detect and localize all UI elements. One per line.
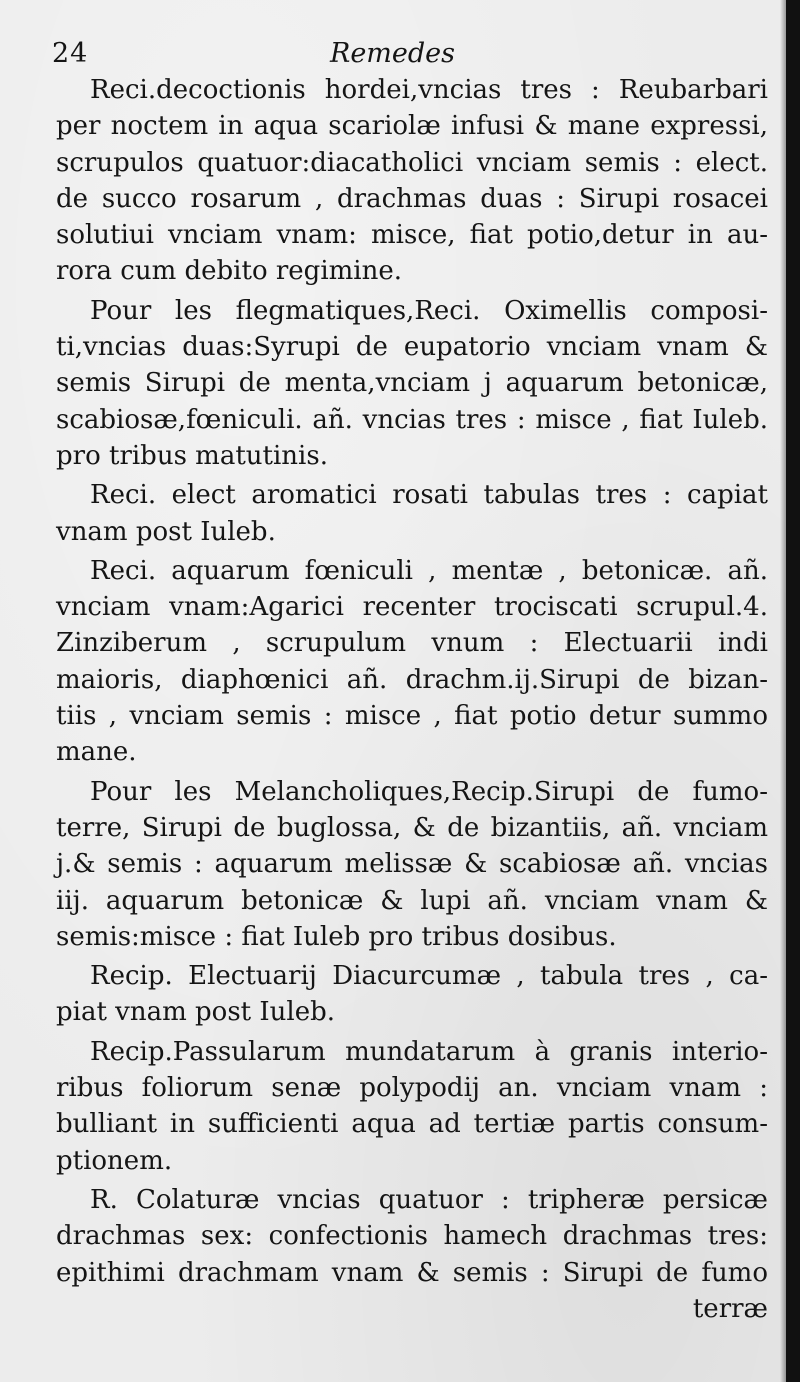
text-line: Recip. Electuarij Diacurcumæ , tabula tres , ca- xyxy=(90,961,768,992)
text-line: terre, Sirupi de buglossa, & de bizantiis, añ. vnciam xyxy=(56,812,768,843)
paragraph xyxy=(56,477,768,550)
catchword: terræ xyxy=(692,1293,768,1324)
paragraph xyxy=(56,72,768,290)
text-line: drachmas sex: confectionis hamech drachmas tres: xyxy=(56,1221,768,1252)
text-line: Pour les flegmatiques,Reci. Oximellis composi- xyxy=(90,295,768,326)
text-line: Reci. aquarum fœniculi , mentæ , betonicæ. añ. xyxy=(90,555,768,586)
text-line: ptionem. xyxy=(56,1145,173,1176)
text-line: semis Sirupi de menta,vnciam j aquarum betonicæ, xyxy=(56,368,768,399)
text-line: piat vnam post Iuleb. xyxy=(56,997,336,1028)
text-line: j.& semis : aquarum melissæ & scabiosæ añ. vncias xyxy=(56,849,768,880)
text-line: tiis , vnciam semis : misce , fiat potio detur summo xyxy=(56,701,768,732)
text-block xyxy=(56,72,768,1327)
text-line: scabiosæ,fœniculi. añ. vncias tres : misce , fiat Iuleb. xyxy=(56,404,768,435)
text-line: vnam post Iuleb. xyxy=(56,516,276,547)
paragraph xyxy=(56,1182,768,1291)
text-line: epithimi drachmam vnam & semis : Sirupi de fumo xyxy=(56,1257,768,1288)
paragraph xyxy=(56,774,768,955)
page-number: 24 xyxy=(52,38,89,69)
text-line: iij. aquarum betonicæ & lupi añ. vnciam vnam & xyxy=(56,885,768,916)
text-line: Recip.Passularum mundatarum à granis interio- xyxy=(90,1036,768,1067)
text-line: ribus foliorum senæ polypodij an. vnciam vnam : xyxy=(56,1073,768,1104)
text-line: de succo rosarum , drachmas duas : Sirupi rosacei xyxy=(56,183,768,214)
paragraph xyxy=(56,293,768,474)
text-line: semis:misce : fiat Iuleb pro tribus dosibus. xyxy=(56,921,617,952)
text-line: Reci.decoctionis hordei,vncias tres : Reubarbari xyxy=(90,75,768,105)
text-line: scrupulos quatuor:diacatholici vnciam semis : elect. xyxy=(56,147,768,178)
text-line: per noctem in aqua scariolæ infusi & mane expressi, xyxy=(56,111,768,142)
text-line: rora cum debito regimine. xyxy=(56,256,402,287)
text-line: solutiui vnciam vnam: misce, fiat potio,detur in au- xyxy=(56,220,768,251)
text-line: maioris, diaphœnici añ. drachm.ij.Sirupi de bizan- xyxy=(56,664,768,695)
text-line: Reci. elect aromatici rosati tabulas tres : capiat xyxy=(90,480,768,511)
text-line: pro tribus matutinis. xyxy=(56,440,328,471)
text-line: ti,vncias duas:Syrupi de eupatorio vnciam vnam & xyxy=(56,332,768,363)
text-line: vnciam vnam:Agarici recenter trociscati scrupul.4. xyxy=(56,592,768,623)
running-head: Remedes xyxy=(330,38,456,69)
text-line: mane. xyxy=(56,737,137,768)
paragraph xyxy=(56,958,768,1031)
text-line: R. Colaturæ vncias quatuor : tripheræ persicæ xyxy=(90,1184,768,1215)
text-line: Zinziberum , scrupulum vnum : Electuarii indi xyxy=(56,628,768,659)
text-line: bulliant in sufficienti aqua ad tertiæ partis consum- xyxy=(56,1109,768,1140)
text-line: Pour les Melancholiques,Recip.Sirupi de fumo- xyxy=(90,776,768,807)
paragraph xyxy=(56,1034,768,1179)
paragraph xyxy=(56,553,768,771)
